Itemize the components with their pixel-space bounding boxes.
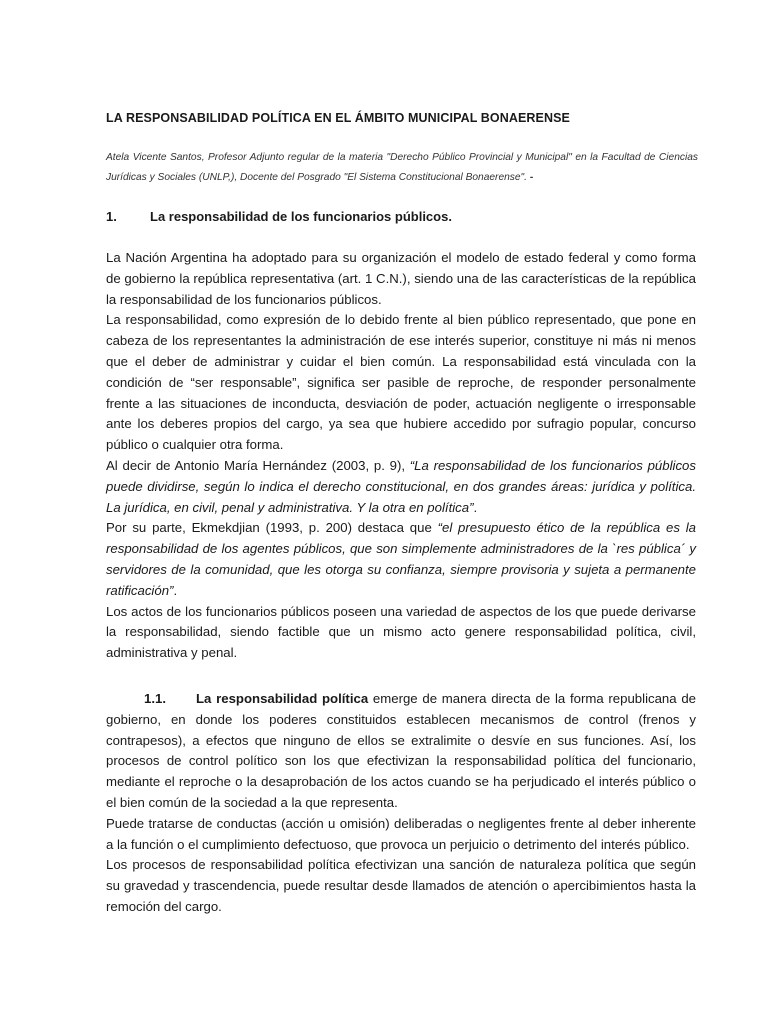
paragraph: La responsabilidad, como expresión de lo debido frente al bien público representado, que pone en cabeza de los representantes la administración de ese interés superior, constituye ni más ni menos que el deber de administrar y cuidar el bien común. La responsabilidad está vinculada con la condición de “ser responsable”, significa ser pasible de reproche, de responder personalmente frente a las situaciones de inconducta, desviación de poder, actuación negligente o irresponsable ante los deberes propios del cargo, ya sea que hubiere accedido por sufragio popular, concurso público o cualquier otra forma.: [106, 312, 696, 453]
section-1-1-body: [106, 689, 696, 918]
document-title: LA RESPONSABILIDAD POLÍTICA EN EL ÁMBITO MUNICIPAL BONAERENSE: [106, 111, 570, 125]
section-1-number: 1.: [106, 209, 117, 224]
author-note-text: Atela Vicente Santos, Profesor Adjunto regular de la materia "Derecho Público Provincial y Municipal" en la Facultad de Ciencias Jurídicas y Sociales (UNLP,), Docente del Posgrado "El Sistema Constitucional Bonaerense".: [106, 152, 698, 183]
section-1-title: La responsabilidad de los funcionarios públicos.: [150, 209, 452, 224]
section-1-1-number: 1.1.: [144, 691, 166, 706]
paragraph-quote-hernandez: Al decir de Antonio María Hernández (2003, p. 9), “La responsabilidad de los funcionarios públicos puede dividirse, según lo indica el derecho constitucional, en dos grandes áreas: jurídica y política. La jurídica, en civil, penal y administrativa. Y la otra en política”.: [106, 457, 696, 515]
paragraph: Los procesos de responsabilidad política efectivizan una sanción de naturaleza política que según su gravedad y trascendencia, puede resultar desde llamados de atención o apercibimientos hasta la remoción del cargo.: [106, 857, 696, 914]
quote: “La responsabilidad de los funcionarios públicos puede dividirse, según lo indica el derecho constitucional, en dos grandes áreas: jurídica y política. La jurídica, en civil, penal y administrativa. Y la otra en política”: [106, 457, 696, 515]
paragraph-quote-ekmekdjian: Por su parte, Ekmekdjian (1993, p. 200) destaca que “el presupuesto ético de la república es la responsabilidad de los agentes públicos, que son simplemente administradores de la `res pública´ y servidores de la comunidad, que les otorga su confianza, siempre provisoria y sujeta a permanente ratificación”.: [106, 520, 696, 598]
section-1-1-title: La responsabilidad política: [196, 691, 369, 706]
section-1-body: [106, 248, 696, 664]
footnote-mark: -: [529, 172, 534, 183]
paragraph: Puede tratarse de conductas (acción u omisión) deliberadas o negligentes frente al deber inherente a la función o el cumplimiento defectuoso, que provoca un perjuicio o detrimento del interés público.: [106, 815, 696, 852]
quote: “el presupuesto ético de la república es la responsabilidad de los agentes públicos, que son simplemente administradores de la `res pública´ y servidores de la comunidad, que les otorga su confianza, siempre provisoria y sujeta a permanente ratificación”: [106, 520, 696, 598]
paragraph: La Nación Argentina ha adoptado para su organización el modelo de estado federal y como forma de gobierno la república representativa (art. 1 C.N.), siendo una de las características de la república la responsabilidad de los funcionarios públicos.: [106, 250, 696, 307]
section-1-heading: [106, 209, 706, 224]
paragraph: Los actos de los funcionarios públicos poseen una variedad de aspectos de los que puede derivarse la responsabilidad, siendo factible que un mismo acto genere responsabilidad política, civil, administrativa y penal.: [106, 603, 696, 661]
paragraph: 1.1. La responsabilidad política emerge de manera directa de la forma republicana de gobierno, en donde los poderes constituidos establecen mecanismos de control (frenos y contrapesos), a efectos que ninguno de ellos se extralimite o desvíe en sus funciones. Así, los procesos de control político son los que efectivizan la responsabilidad política del funcionario, mediante el reproche o la desaprobación de los actos cuando se ha perjudicado el interés público o el bien común de la sociedad a la que representa.: [106, 691, 696, 810]
author-note: [106, 148, 698, 188]
